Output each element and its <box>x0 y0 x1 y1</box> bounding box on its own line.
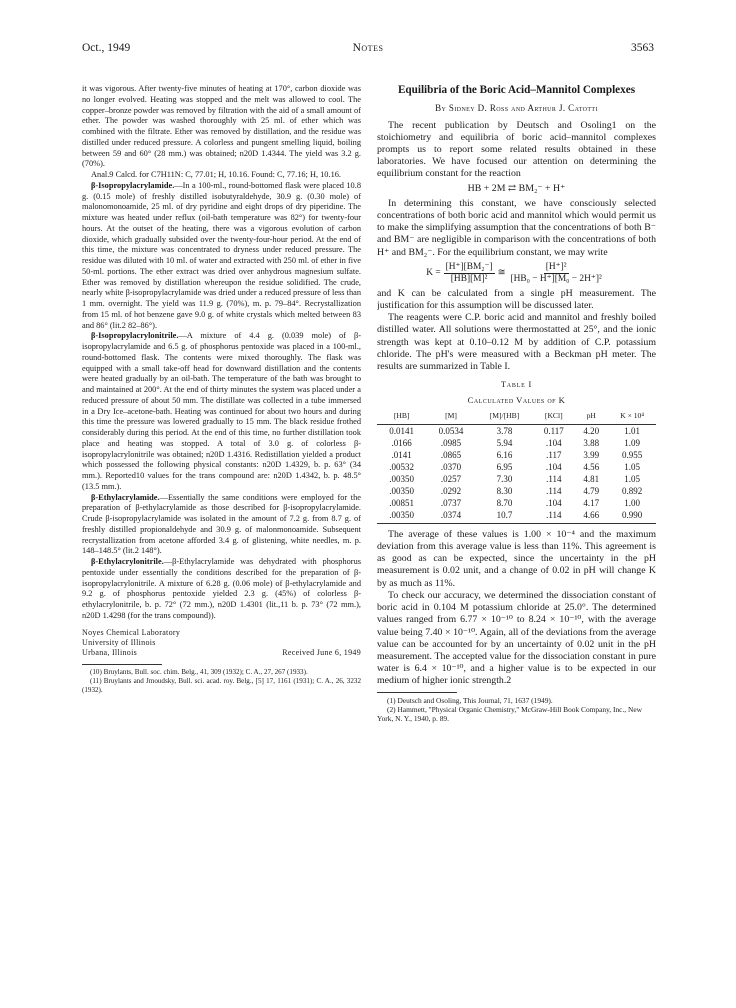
table-body <box>377 424 656 523</box>
table-row <box>377 509 656 524</box>
left-column <box>82 84 361 960</box>
assumption-paragraph: In determining this constant, we have consciously selected concentrations of both boric acid and mannitol which would permit us to make the simplifying assumption that the concentrations of both B⁻ and BM⁻ are negligible in comparison with the concentrations of both H⁺ and BM₂⁻. For the equilibrium constant, we may write <box>377 197 656 258</box>
footnote-1: (1) Deutsch and Osoling, This Journal, 71, 1637 (1949). <box>387 695 553 705</box>
table-cell: .104 <box>545 497 562 508</box>
table-cell: 4.81 <box>583 473 600 484</box>
table-cell: 4.66 <box>574 509 608 524</box>
received-date: Received June 6, 1949 <box>282 648 361 658</box>
table-cell: .0292 <box>440 485 462 496</box>
table-cell: 10.7 <box>476 509 534 524</box>
table-cell: 3.88 <box>583 437 600 448</box>
article-title: Equilibria of the Boric Acid–Mannitol Complexes <box>397 84 636 96</box>
eq-lhs: K = <box>426 268 441 279</box>
table-header-row <box>377 409 656 425</box>
isopropylacrylamide-body: —In a 100-ml., round-bottomed flask were placed 10.8 g. (0.15 mole) of freshly distilled isobutyraldehyde, 30.9 g. (0.30 mole) of malonomonoamide, 25 ml. of dry pyridine and eight drops of dry piperidine. The mixture was heated under reflux (oil-bath temperature was 82°) for twenty-four hours. At the outset of the heating, there was a vigorous evolution of carbon dioxide, which gradually subsided over the twenty-four-hour period. At the end of this time, the mixture was concentrated to dryness under reduced pressure. The residue was diluted with 10 ml. of water and extracted with 250 ml. of ether in five 50-ml. portions. The ether extract was dried over anhydrous magnesium sulfate. Ether was removed by distillation whereupon the residue solidified. The crude, nearly white β-isopropylacrylamide was dried under a reduced pressure of less than 1 mm. overnight. The yield was 11.9 g. (70%), m. p. 79–84°. Recrystallization from 15 ml. of hot benzene gave 9.0 g. of white crystals which melted between 83 and 86° (lit.2 82–86°). <box>82 180 361 330</box>
col-ph: pH <box>574 409 608 425</box>
issue-date: Oct., 1949 <box>82 42 131 54</box>
table-cell: 0.955 <box>621 449 643 460</box>
running-head <box>82 42 654 60</box>
table-cell: .00350 <box>389 485 415 496</box>
right-column <box>377 84 656 960</box>
table-cell: 0.117 <box>543 425 564 436</box>
table-cell: 1.09 <box>624 437 640 448</box>
intro-paragraph: The recent publication by Deutsch and Osoling1 on the stoichiometry and equilibria of boric acid–mannitol complexes prompts us to report some related results obtained in these laboratories. We have focused our attention on determining the equilibrium constant for the reaction <box>377 119 656 180</box>
table-cell: 6.16 <box>496 449 513 460</box>
table-cell: .0257 <box>440 473 462 484</box>
table-cell: 0.990 <box>608 509 656 524</box>
table-cell: 8.70 <box>496 497 513 508</box>
table-cell: 6.95 <box>496 461 513 472</box>
col-hb: [HB] <box>377 409 426 425</box>
table-cell: 1.05 <box>624 473 640 484</box>
affiliation-city: Urbana, Illinois <box>82 648 138 658</box>
table-cell: 1.01 <box>624 425 640 436</box>
calculation-paragraph: and K can be calculated from a single pH measurement. The justification for this assumption will be discussed later. <box>377 287 656 312</box>
table-cell: 3.99 <box>583 449 600 460</box>
reagents-paragraph: The reagents were C.P. boric acid and mannitol and freshly boiled distilled water. All solutions were thermostatted at 25°, and the ionic strength was kept at 0.10–0.12 M by addition of C.P. potassium chloride. The pH's were measured with a Beckman pH meter. The results are summarized in Table I. <box>377 312 656 373</box>
table-cell: .0865 <box>440 449 462 460</box>
table-cell: .00350 <box>377 509 426 524</box>
isopropylacrylamide-paragraph <box>82 181 361 332</box>
average-paragraph: The average of these values is 1.00 × 10⁻⁴ and the maximum deviation from this average value is less than 11%. This agreement is as good as can be expected, since the uncertainty in the pH measurement is 0.02 unit, and a change of 0.02 in pH will change K by as much as 11%. <box>377 528 656 589</box>
table-cell: 3.78 <box>496 425 513 436</box>
table-cell: .114 <box>546 473 562 484</box>
table-row <box>377 497 656 509</box>
table-cell: 7.30 <box>496 473 513 484</box>
eq-numerator-exact: [H⁺][BM₂⁻] <box>445 261 493 272</box>
footnote-2: (2) Hammett, "Physical Organic Chemistry," McGraw-Hill Book Company, Inc., New York, N. Y., 1940, p. 89. <box>377 704 642 724</box>
table-cell: 1.00 <box>624 497 640 508</box>
eq-approx-sign: ≅ <box>497 268 506 279</box>
isopropylacrylamide-heading: β-Isopropylacrylamide. <box>91 180 175 190</box>
isopropylacrylonitrile-heading: β-Isopropylacrylonitrile. <box>91 331 179 341</box>
table-cell: .0141 <box>391 449 412 460</box>
table-cell: 1.05 <box>624 461 640 472</box>
eq-fraction-exact <box>444 262 495 285</box>
table-row <box>377 473 656 485</box>
col-kcl: [KCl] <box>533 409 574 425</box>
ethylacrylonitrile-heading: β-Ethylacrylonitrile. <box>91 557 164 566</box>
ethylacrylamide-heading: β-Ethylacrylamide. <box>91 492 160 502</box>
affiliation-lab: Noyes Chemical Laboratory <box>82 627 181 637</box>
affiliation-block <box>82 628 361 659</box>
affiliation-university: University of Illinois <box>82 637 156 647</box>
table-row <box>377 485 656 497</box>
eq-denominator-exact: [HB][M]² <box>450 273 488 284</box>
table-title: Calculated Values of K <box>467 395 566 406</box>
table-cell: .114 <box>533 509 574 524</box>
byline: By Sidney D. Ross and Arthur J. Catotti <box>435 103 598 114</box>
table-cell: .0374 <box>426 509 475 524</box>
table-cell: .0370 <box>440 461 462 472</box>
table-cell: .0985 <box>440 437 462 448</box>
table-label: Table I <box>500 380 533 390</box>
ethylacrylonitrile-body: —β-Ethylacrylamide was dehydrated with phosphorus pentoxide under essentially the conditions described for the preparation of β-isopropylacrylonitrile. A mixture of 6.28 g. (0.06 mole) of β-ethylacrylamide and 9.2 g. of phosphorus pentoxide yielded 2.3 g. (45%) of colorless β-ethylacrylonitrile, b. p. 72° (72 mm.), n20D 1.4301 (lit.,11 b. p. 73° (72 mm.), n20D 1.4298 (for the trans compound)). <box>82 557 361 620</box>
table-cell: .0166 <box>391 437 412 448</box>
table-cell: .114 <box>546 485 562 496</box>
affiliation-row <box>82 648 361 658</box>
table-row <box>377 437 656 449</box>
equilibrium-constant-equation <box>377 262 656 285</box>
table-row <box>377 461 656 473</box>
footnote-rule-right <box>377 692 457 693</box>
page-number: 3563 <box>631 42 654 54</box>
table-cell: 0.0534 <box>438 425 464 436</box>
footnote-11: (11) Bruylants and Jmoudsky, Bull. sci. acad. roy. Belg., [5] 17, 1161 (1931); C. A., 26, 3232 (1932). <box>82 676 361 695</box>
table-cell: .00350 <box>389 473 415 484</box>
table-cell: .104 <box>545 461 562 472</box>
reaction-equation: HB + 2M ⇄ BM₂⁻ + H⁺ <box>467 182 566 194</box>
table-cell: 4.17 <box>583 497 600 508</box>
eq-denominator-approx: [HB₀ − H⁺][M₀ − 2H⁺]² <box>510 273 602 284</box>
footnote-rule <box>82 664 162 665</box>
table-cell: .117 <box>546 449 562 460</box>
col-k: K × 10⁴ <box>608 409 656 425</box>
analysis-paragraph: Anal.9 Calcd. for C7H11N: C, 77.01; H, 10.16. Found: C, 77.16; H, 10.16. <box>91 170 341 179</box>
results-table <box>377 409 656 524</box>
accuracy-paragraph: To check our accuracy, we determined the dissociation constant of boric acid in 0.104 M potassium chloride at 25.0°. The determined values ranged from 6.77 × 10⁻¹⁰ to 8.24 × 10⁻¹⁰, with the average value being 7.40 × 10⁻¹⁰. Again, all of the deviations from the average value can be accounted for by an uncertainty of 0.02 unit in the pH measurement. The accepted value for the dissociation constant in pure water is 6.4 × 10⁻¹⁰, and a higher value is to be expected in our medium of higher ionic strength.2 <box>377 589 656 687</box>
footnote-10: (10) Bruylants, Bull. soc. chim. Belg., 41, 309 (1932); C. A., 27, 267 (1933). <box>90 667 308 676</box>
table-cell: .00851 <box>389 497 415 508</box>
table-cell: .104 <box>545 437 562 448</box>
col-m: [M] <box>426 409 475 425</box>
eq-fraction-approx <box>509 262 604 285</box>
table-cell: 8.30 <box>496 485 513 496</box>
eq-numerator-approx: [H⁺]² <box>545 261 567 272</box>
table-row <box>377 449 656 461</box>
isopropylacrylonitrile-body: —A mixture of 4.4 g. (0.039 mole) of β-isopropylacrylamide and 6.5 g. of phosphorus pentoxide was placed in a 100-ml., round-bottomed flask. The contents were mixed thoroughly. The flask was equipped with a small take-off head for downward distillation and the contents were heated gradually by an oil-bath. The temperature of the bath was brought to and maintained at 200°. At the end of thirty minutes the system was placed under a reduced pressure of about 50 mm. The distillate was collected in a tube immersed in a Dry Ice–acetone-bath. Heating was continued for about two hours and during this time the pressure was lowered gradually to 15 mm. The black residue frothed considerably during this period. At the end of this time, no further distillation took place and heating was stopped. A total of 3.0 g. of colorless β-isopropylacrylonitrile was obtained; n20D 1.4316. Redistillation yielded a product which possessed the following physical constants: n20D 1.4329, b. p. 63° (34 mm.). Reported10 values for the trans compound are: n20D 1.4342, b. p. 48.5° (13.5 mm.). <box>82 331 361 491</box>
table-cell: 4.20 <box>583 425 600 436</box>
ethylacrylamide-body: —Essentially the same conditions were employed for the preparation of β-ethylacrylamide as those described for β-isopropylacrylamide. Crude β-isopropylacrylamide was isolated in the amount of 7.2 g. from 8.7 g. of freshly distilled propionaldehyde and 30.9 g. of malonmonoamide. Subsequent recrystallization from acetone afforded 3.4 g. of glistening, white needles, m. p. 148–148.5° (lit.2 148°). <box>82 492 361 556</box>
table-cell: 0.892 <box>621 485 643 496</box>
table-cell: 0.0141 <box>389 425 415 436</box>
paragraph-continued: it was vigorous. After twenty-five minutes of heating at 170°, carbon dioxide was no longer evolved. Heating was stopped and the melt was allowed to cool. The copper–bronze powder was removed by filtration with the aid of a small amount of ether. The powder was washed thoroughly with 25 ml. of ether which was combined with the filtrate. Ether was removed by distillation, and the residue was distilled under reduced pressure. A colorless and pungent smelling liquid, boiling between 59 and 60° (28 mm.) was obtained; n20D 1.4344. The yield was 3.2 g. (70%). <box>82 84 361 169</box>
table-cell: 4.56 <box>583 461 600 472</box>
ethylacrylonitrile-paragraph <box>82 557 361 622</box>
table-row <box>377 424 656 437</box>
isopropylacrylonitrile-paragraph <box>82 331 361 492</box>
table-cell: .0737 <box>440 497 462 508</box>
table-cell: 5.94 <box>496 437 513 448</box>
table-cell: .00532 <box>389 461 415 472</box>
section-title: Notes <box>352 42 384 54</box>
ethylacrylamide-paragraph <box>82 493 361 558</box>
col-ratio: [M]/[HB] <box>476 409 534 425</box>
table-cell: 4.79 <box>583 485 600 496</box>
